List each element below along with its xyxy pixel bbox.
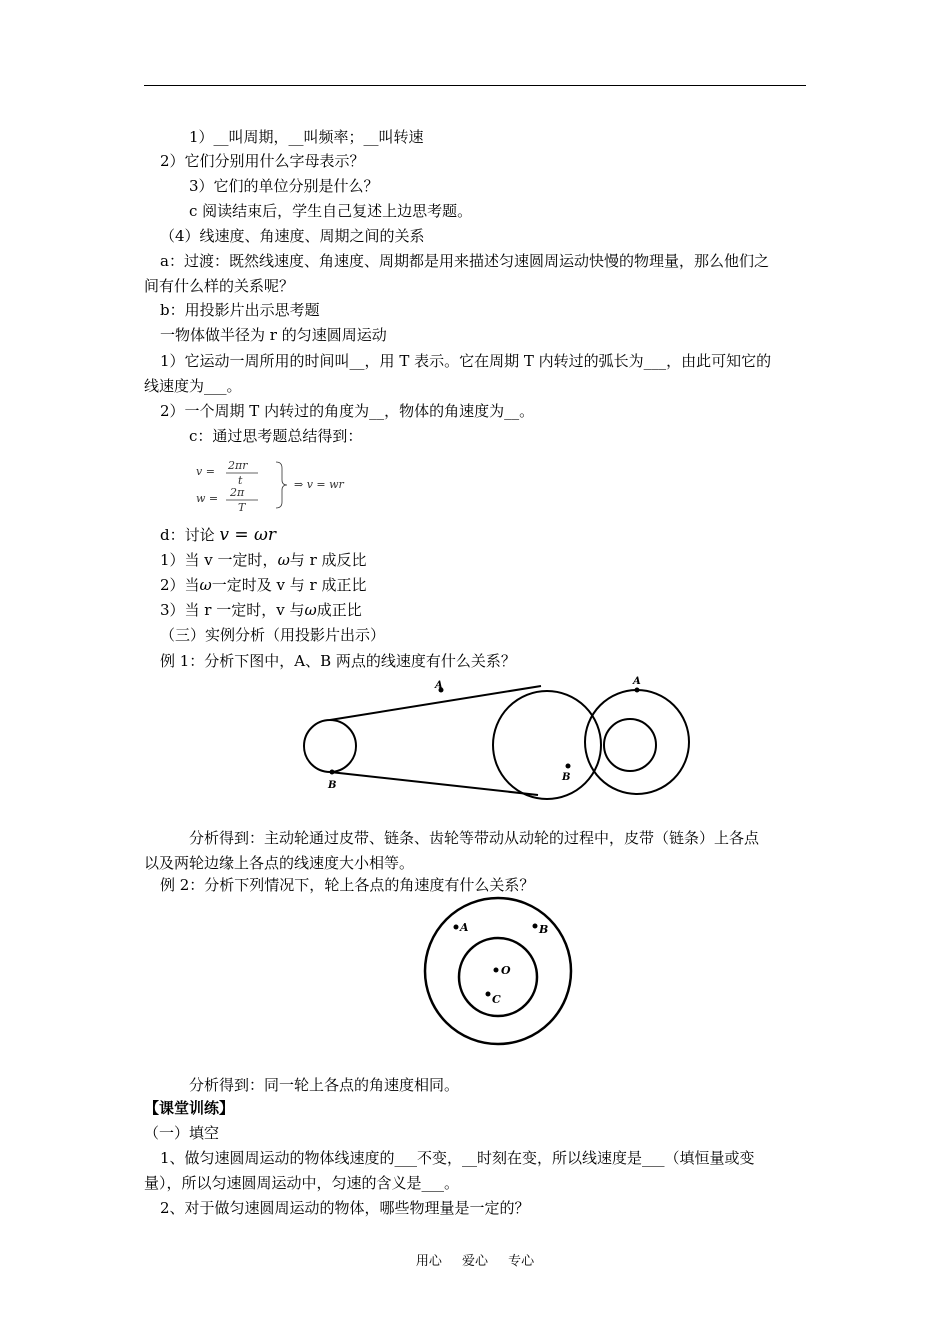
discussion-item-3	[160, 600, 362, 620]
omega-symbol: ω	[199, 576, 212, 594]
problem-q2: 2）一个周期 T 内转过的角度为__，物体的角速度为__。	[160, 402, 535, 420]
page-footer	[0, 1250, 950, 1269]
formula-brace	[276, 462, 287, 508]
question-line-1: 1）__叫周期，__叫频率；__叫转速	[189, 128, 424, 146]
small-wheel-right	[604, 719, 656, 771]
formula-v-lhs: v =	[196, 465, 215, 478]
discussion-item-1	[160, 550, 367, 570]
label-a: A	[460, 921, 469, 934]
summary-line: c：通过思考题总结得到：	[189, 427, 363, 445]
discussion-item-2-a: 2）当	[160, 576, 200, 594]
section-heading-4: （4）线速度、角速度、周期之间的关系	[160, 227, 425, 245]
label-a: A	[633, 676, 641, 687]
discussion-item-3-b: 成正比	[316, 601, 362, 619]
problem-statement: 一物体做半径为 r 的匀速圆周运动	[160, 326, 387, 344]
transition-line-cont: 间有什么样的关系呢？	[144, 277, 295, 295]
problem-q1-cont: 线速度为___。	[144, 377, 242, 395]
example-2-figure	[420, 895, 578, 1049]
discussion-item-3-a: 3）当 r 一定时，v 与	[160, 601, 305, 619]
discussion-item-1-a: 1）当 v 一定时，	[160, 551, 278, 569]
omega-symbol: ω	[304, 601, 317, 619]
exercise-2: 2、对于做匀速圆周运动的物体，哪些物理量是一定的？	[160, 1199, 530, 1217]
discussion-formula: v = ωr	[219, 525, 277, 545]
classroom-training-heading: 【课堂训练】	[144, 1099, 235, 1117]
point-b-marker	[566, 764, 571, 769]
small-wheel-left	[304, 720, 356, 772]
formula-w-num: 2π	[230, 486, 245, 499]
footer-text-1: 用心	[415, 1254, 442, 1269]
point-a-marker	[454, 925, 459, 930]
belt-top	[330, 686, 541, 720]
problem-q1: 1）它运动一周所用的时间叫__，用 T 表示。它在周期 T 内转过的弧长为___，由此可知它的	[160, 352, 772, 370]
formula-v-num: 2πr	[228, 459, 248, 472]
example-1-figure	[300, 672, 692, 802]
discussion-item-1-b: 与 r 成反比	[289, 551, 367, 569]
formula-v-den: t	[238, 474, 243, 487]
formula-w-den: T	[238, 501, 246, 514]
formula-result: ⇒ v = wr	[294, 478, 344, 491]
example-2-question: 例 2：分析下列情况下，轮上各点的角速度有什么关系？	[160, 876, 535, 894]
label-b: B	[562, 772, 571, 783]
discussion-item-2-b: 一定时及 v 与 r 成正比	[211, 576, 367, 594]
reading-note: c 阅读结束后，学生自己复述上边思考题。	[189, 202, 473, 220]
label-a: A	[435, 680, 443, 691]
discussion-item-2	[160, 575, 367, 595]
discussion-line	[160, 525, 276, 545]
footer-text-3: 专心	[508, 1254, 535, 1269]
fill-blank-heading: （一）填空	[144, 1124, 220, 1142]
discussion-prefix: d：讨论	[160, 526, 215, 544]
formula-block	[192, 456, 392, 514]
example-2-analysis: 分析得到：同一轮上各点的角速度相同。	[189, 1076, 460, 1094]
point-a-marker	[635, 688, 640, 693]
label-b: B	[328, 780, 337, 791]
example-1-analysis: 分析得到：主动轮通过皮带、链条、齿轮等带动从动轮的过程中，皮带（链条）上各点	[189, 829, 760, 847]
omega-symbol: ω	[277, 551, 290, 569]
projection-line: b：用投影片出示思考题	[160, 301, 320, 319]
point-o-marker	[494, 968, 499, 973]
label-b: B	[539, 923, 549, 936]
section-heading-3: （三）实例分析（用投影片出示）	[160, 626, 386, 644]
transition-line: a：过渡：既然线速度、角速度、周期都是用来描述匀速圆周运动快慢的物理量，那么他们之	[160, 252, 769, 270]
footer-text-2: 爱心	[461, 1254, 488, 1269]
question-line-2: 2）它们分别用什么字母表示？	[160, 152, 365, 170]
example-1-analysis-cont: 以及两轮边缘上各点的线速度大小相等。	[144, 854, 415, 872]
header-rule	[144, 85, 806, 86]
exercise-1: 1、做匀速圆周运动的物体线速度的___不变，__时刻在变，所以线速度是___（填恒量或变	[160, 1149, 755, 1167]
example-1-question: 例 1：分析下图中，A、B 两点的线速度有什么关系？	[160, 652, 516, 670]
label-c: C	[492, 993, 501, 1006]
point-b-marker	[330, 770, 335, 775]
formula-w-lhs: w =	[196, 492, 219, 505]
belt-bottom	[330, 772, 538, 795]
point-b-marker	[533, 924, 538, 929]
exercise-1-cont: 量），所以匀速圆周运动中，匀速的含义是___。	[144, 1174, 460, 1192]
point-c-marker	[486, 992, 491, 997]
label-o: O	[501, 964, 511, 977]
question-line-3: 3）它们的单位分别是什么？	[189, 177, 379, 195]
